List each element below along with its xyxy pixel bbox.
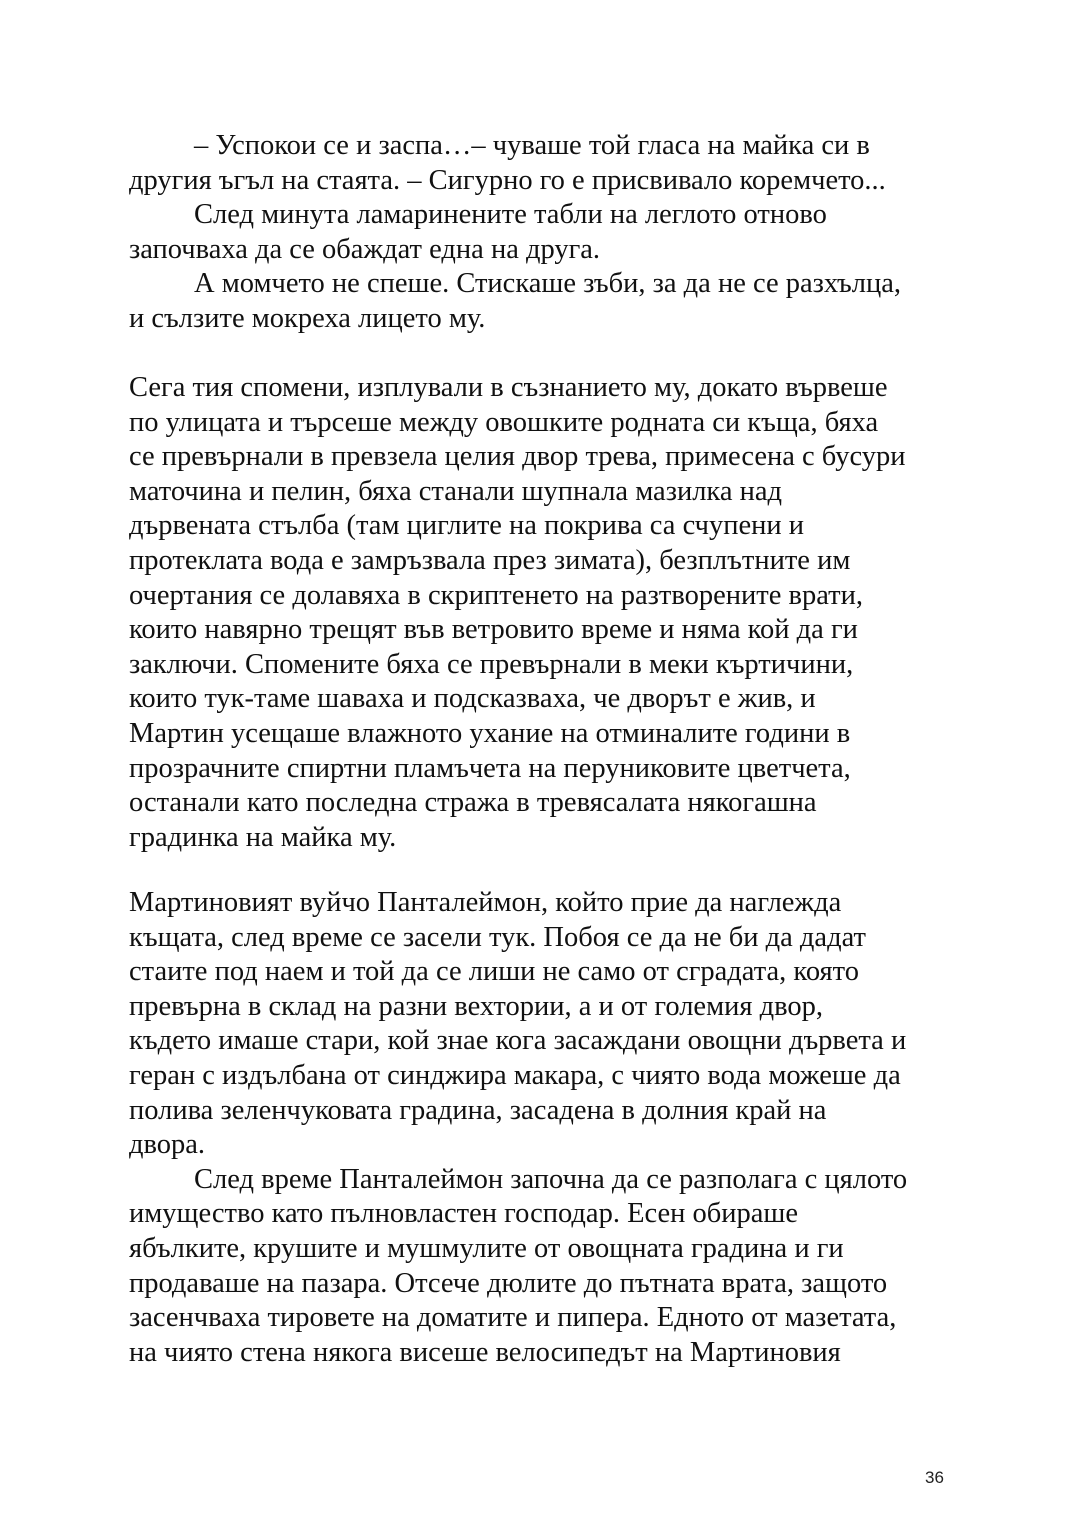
text-line: А момчето не спеше. Стискаше зъби, за да не се разхълца, xyxy=(194,268,902,300)
text-block-1 xyxy=(129,129,959,337)
text-line: – Успокои се и заспа…– чуваше той гласа на майка си в xyxy=(194,130,870,161)
text-line: продаваше на пазара. Отсече дюлите до пътната врата, защото xyxy=(129,1267,888,1299)
text-line: Мартин усещаше влажното ухание на отминалите години в xyxy=(129,717,851,749)
text-line: градинка на майка му. xyxy=(129,821,397,853)
text-line: които тук-таме шаваха и подсказваха, че дворът е жив, и xyxy=(129,683,816,715)
text-line: превърна в склад на разни вехтории, а и от големия двор, xyxy=(129,990,823,1022)
text-line: къщата, след време се засели тук. Побоя се да не би да дадат xyxy=(129,921,866,953)
text-line: които навярно трещят във ветровито време и няма кой да ги xyxy=(129,614,858,646)
text-line: двора. xyxy=(129,1129,206,1161)
text-line: заключи. Спомените бяха се превърнали в меки къртичини, xyxy=(129,648,854,680)
text-block-3 xyxy=(129,886,959,1370)
text-line: започваха да се обаждат една на друга. xyxy=(129,233,601,265)
text-line: на чиято стена някога висеше велосипедът на Мартиновия xyxy=(129,1336,841,1368)
text-line: се превърнали в превзела целия двор трева, примесена с бусури xyxy=(129,441,906,473)
text-line: останали като последна стража в тревясалата някогашна xyxy=(129,787,817,819)
text-line: стаите под наем и той да се лиши не само от сградата, която xyxy=(129,956,859,988)
text-line: засенчваха тировете на доматите и пипера. Едното от мазетата, xyxy=(129,1302,897,1334)
text-line: протеклата вода е замръзвала през зимата), безплътните им xyxy=(129,544,851,576)
text-line: геран с издълбана от синджира макара, с чиято вода можеше да xyxy=(129,1059,901,1091)
text-line: Мартиновият вуйчо Панталеймон, който прие да наглежда xyxy=(129,887,842,918)
text-line: където имаше стари, кой знае кога засаждани овощни дървета и xyxy=(129,1025,907,1057)
text-line: След минута ламаринените табли на леглото отново xyxy=(194,199,827,231)
text-line: ябълките, крушите и мушмулите от овощната градина и ги xyxy=(129,1232,844,1264)
text-line: имущество като пълновластен господар. Есен обираше xyxy=(129,1198,799,1230)
text-line: по улицата и търсеше между овошките родната си къща, бяха xyxy=(129,406,879,438)
text-line: дървената стълба (там циглите на покрива са счупени и xyxy=(129,510,805,542)
text-block-2 xyxy=(129,371,959,855)
text-line: маточина и пелин, бяха станали шупнала мазилка над xyxy=(129,475,783,507)
text-line: очертания се долавяха в скриптенето на разтворените врати, xyxy=(129,579,863,611)
text-line: другия ъгъл на стаята. – Сигурно го е присвивало коремчето... xyxy=(129,164,886,196)
text-line: прозрачните спиртни пламъчета на перуниковите цветчета, xyxy=(129,752,851,784)
text-line: полива зеленчуковата градина, засадена в долния край на xyxy=(129,1094,827,1126)
text-line: и сълзите мокреха лицето му. xyxy=(129,302,486,334)
text-line: След време Панталеймон започна да се разполага с цялото xyxy=(194,1163,908,1195)
text-line: Сега тия спомени, изплували в съзнанието му, докато вървеше xyxy=(129,372,888,403)
page-number: 36 xyxy=(925,1468,944,1487)
